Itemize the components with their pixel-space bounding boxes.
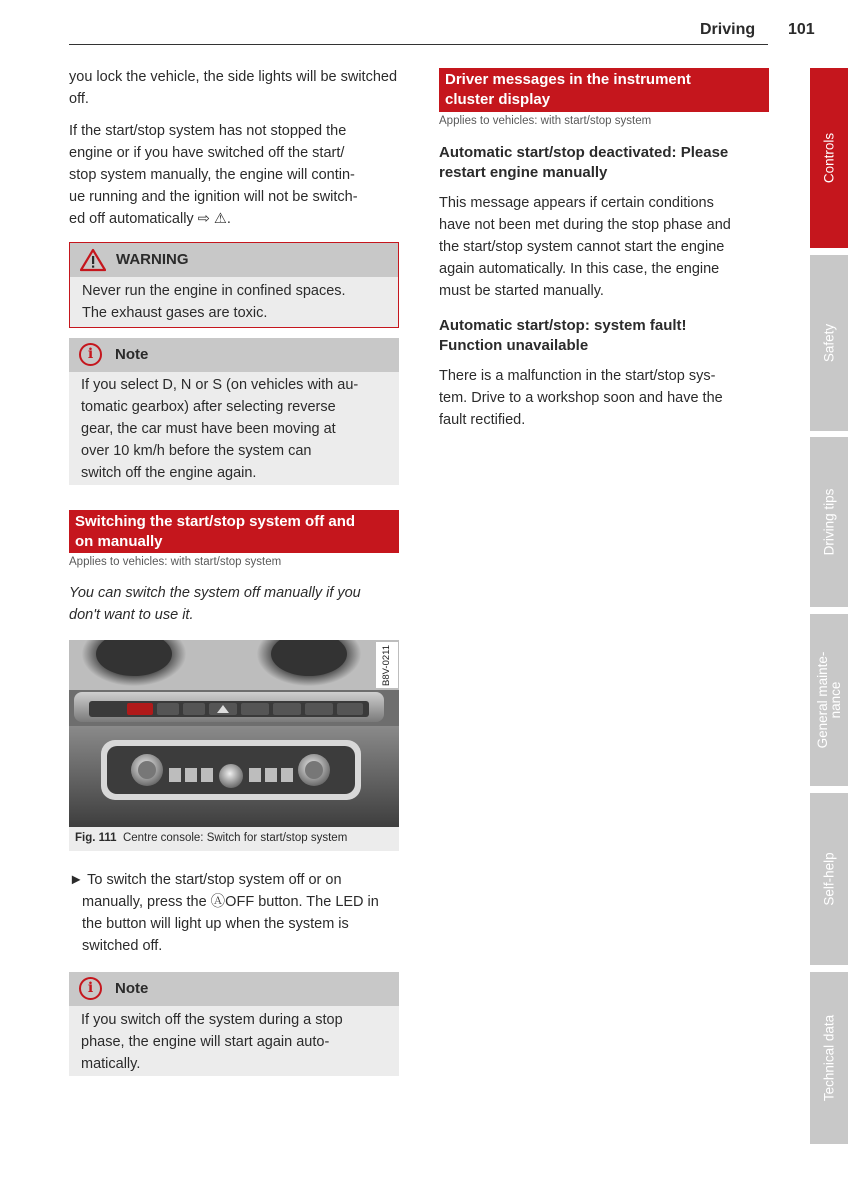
text-line: ue running and the ignition will not be switch- bbox=[69, 189, 358, 205]
heading-line: on manually bbox=[75, 532, 163, 550]
tab-label: Safety bbox=[821, 323, 837, 363]
text-line: ed off automatically ⇨ ⚠. bbox=[69, 211, 231, 227]
centre-console-illustration bbox=[69, 640, 399, 827]
note-box-1 bbox=[69, 338, 399, 485]
note-line: matically. bbox=[81, 1056, 141, 1072]
instruction-line: ► To switch the start/stop system off or on bbox=[69, 872, 342, 888]
tab-label: General mainte- nance bbox=[815, 651, 843, 749]
heading-line: cluster display bbox=[445, 90, 551, 108]
note-header bbox=[69, 338, 399, 372]
header-rule bbox=[69, 44, 768, 45]
figure-code: B8V-0211 bbox=[381, 644, 393, 686]
text-line: This message appears if certain conditions bbox=[439, 195, 714, 211]
note-line: If you switch off the system during a stop bbox=[81, 1012, 343, 1028]
text-line: fault rectified. bbox=[439, 412, 526, 428]
intro-paragraph-2 bbox=[69, 120, 399, 230]
note-title: Note bbox=[115, 346, 149, 363]
heading-line: Driver messages in the instrument bbox=[445, 71, 691, 88]
warning-triangle-icon bbox=[80, 248, 106, 272]
text-line: There is a malfunction in the start/stop sys- bbox=[439, 368, 716, 384]
text-line: don't want to use it. bbox=[69, 607, 194, 623]
section-heading-switching bbox=[69, 510, 399, 553]
subhead-line: Function unavailable bbox=[439, 337, 589, 354]
tab-self-help[interactable] bbox=[810, 793, 848, 965]
warning-box bbox=[69, 242, 399, 328]
text-line: You can switch the system off manually if you bbox=[69, 585, 361, 601]
text-line: the start/stop system cannot start the engine bbox=[439, 239, 725, 255]
text-line: tem. Drive to a workshop soon and have the bbox=[439, 390, 723, 406]
figure-caption-text: Centre console: Switch for start/stop system bbox=[122, 832, 348, 844]
figure-caption bbox=[75, 832, 347, 844]
section-name: Driving bbox=[700, 21, 756, 38]
note-line: tomatic gearbox) after selecting reverse bbox=[81, 399, 336, 415]
note-line: switch off the engine again. bbox=[81, 465, 257, 481]
instruction-line: switched off. bbox=[82, 938, 163, 954]
switch-intro bbox=[69, 582, 399, 626]
tab-label: Controls bbox=[821, 132, 837, 184]
tab-safety[interactable] bbox=[810, 255, 848, 431]
text-line: must be started manually. bbox=[439, 283, 604, 299]
text-line: have not been met during the stop phase and bbox=[439, 217, 731, 233]
message-1-body bbox=[439, 192, 769, 302]
subhead-line: restart engine manually bbox=[439, 164, 608, 181]
text-line: If the start/stop system has not stopped the bbox=[69, 123, 347, 139]
tab-controls[interactable] bbox=[810, 68, 848, 248]
note-title: Note bbox=[115, 980, 149, 997]
page-number: 101 bbox=[788, 21, 815, 38]
subhead-line: Automatic start/stop deactivated: Please bbox=[439, 144, 729, 161]
text-line: stop system manually, the engine will contin- bbox=[69, 167, 355, 183]
tab-label: Self-help bbox=[821, 852, 837, 906]
note-line: gear, the car must have been moving at bbox=[81, 421, 336, 437]
tab-driving-tips[interactable] bbox=[810, 437, 848, 607]
figure-caption-label: Fig. 111 bbox=[75, 832, 117, 844]
applies-text: Applies to vehicles: with start/stop system bbox=[69, 556, 282, 568]
instruction bbox=[69, 869, 399, 957]
tab-label: Driving tips bbox=[821, 488, 837, 556]
tab-general-maintenance[interactable] bbox=[810, 614, 848, 786]
note-box-2 bbox=[69, 972, 399, 1076]
warning-header bbox=[70, 243, 398, 277]
intro-paragraph-1: you lock the vehicle, the side lights will be switched off. bbox=[69, 69, 398, 107]
text-line: engine or if you have switched off the start/ bbox=[69, 145, 345, 161]
info-icon: i bbox=[79, 343, 102, 366]
info-icon: i bbox=[79, 977, 102, 1000]
note-header bbox=[69, 972, 399, 1006]
note-line: If you select D, N or S (on vehicles with au- bbox=[81, 377, 359, 393]
instruction-line: the button will light up when the system is bbox=[82, 916, 349, 932]
text-line: again automatically. In this case, the engine bbox=[439, 261, 720, 277]
applies-text: Applies to vehicles: with start/stop system bbox=[439, 115, 652, 127]
message-2-title bbox=[439, 316, 769, 356]
message-1-title bbox=[439, 143, 769, 183]
note-line: over 10 km/h before the system can bbox=[81, 443, 312, 459]
tab-label: Technical data bbox=[821, 1014, 837, 1102]
heading-line: Switching the start/stop system off and bbox=[75, 513, 356, 530]
instruction-line: manually, press the ⒶOFF button. The LED in bbox=[82, 894, 379, 910]
tab-technical-data[interactable] bbox=[810, 972, 848, 1144]
warning-line: Never run the engine in confined spaces. bbox=[82, 283, 346, 299]
centre-console-figure bbox=[69, 640, 399, 827]
note-line: phase, the engine will start again auto- bbox=[81, 1034, 330, 1050]
warning-title: WARNING bbox=[116, 251, 189, 268]
subhead-line: Automatic start/stop: system fault! bbox=[439, 317, 687, 334]
figure-code-wrap bbox=[378, 642, 396, 688]
warning-line: The exhaust gases are toxic. bbox=[82, 305, 268, 321]
message-2-body bbox=[439, 365, 769, 431]
section-heading-driver-messages bbox=[439, 68, 769, 112]
